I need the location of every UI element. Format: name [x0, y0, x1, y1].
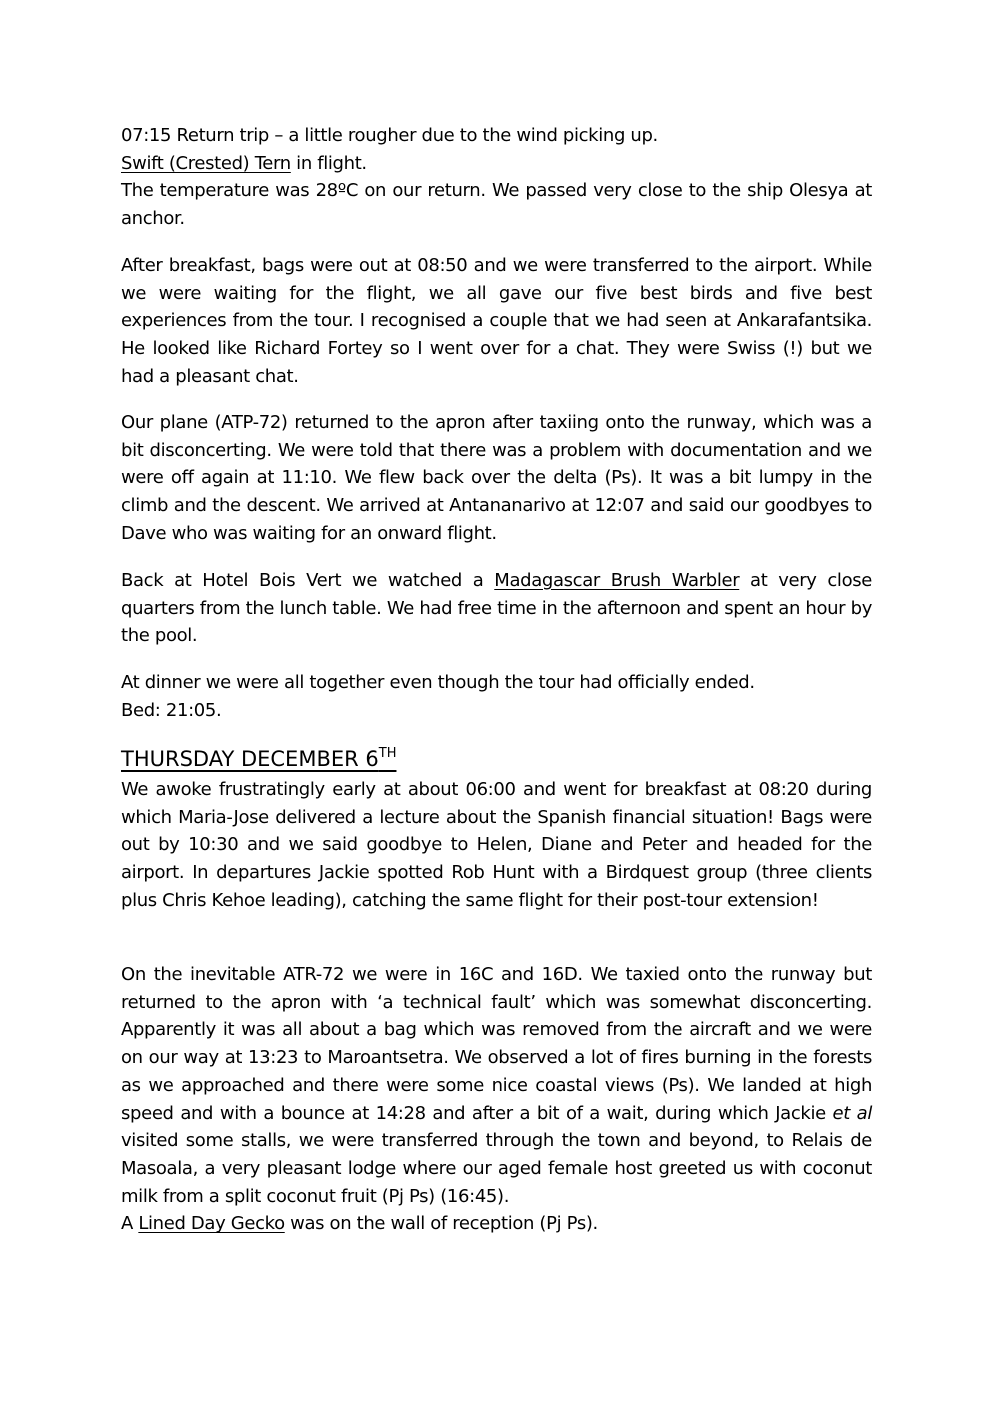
text-line — [121, 1210, 872, 1238]
text-line — [121, 150, 872, 178]
heading-text: THURSDAY DECEMBER 6 — [121, 747, 379, 771]
species-name: Lined Day Gecko — [138, 1213, 285, 1235]
paragraph-text: After breakfast, bags were out at 08:50 and we were transferred to the airport. While we were waiting for the flight, we all gave our five best birds and five best experiences from the tour. I recognised a couple that we had seen at Ankarafantsika. He looked like Richard Fortey so I went over for a chat. They were Swiss (!) but we had a pleasant chat. — [121, 255, 872, 387]
paragraph-dinner — [121, 669, 872, 724]
heading-ordinal: TH — [378, 746, 397, 761]
paragraph-thursday — [121, 776, 872, 915]
text-span: in flight. — [290, 152, 367, 174]
paragraph-text — [121, 961, 872, 1210]
text-span: On the inevitable ATR-72 we were in 16C and 16D. We taxied onto the runway but returned to the apron with ‘a technical fault’ which was somewhat disconcerting. Apparently it was all about a bag which was removed from the aircraft and we were on our way at 13:23 to Maroantsetra. We observed a lot of fires burning in the forests as we approached and there were some nice coastal views (Ps). We landed at high speed and with a bounce at 14:28 and after a bit of a wait, during which Jackie — [121, 964, 872, 1124]
italic-text: et al — [832, 1102, 873, 1124]
text-line: The temperature was 28ºC on our return. We passed very close to the ship Olesya at anchor. — [121, 180, 872, 230]
paragraph-text — [121, 567, 872, 650]
text-line: At dinner we were all together even though the tour had officially ended. — [121, 672, 755, 693]
paragraph-text: Our plane (ATP-72) returned to the apron after taxiing onto the runway, which was a bit disconcerting. We were told that there was a problem with documentation and we were off again at 11:10. We flew back over the delta (Ps). It was a bit lumpy in the climb and the descent. We arrived at Antananarivo at 12:07 and said our goodbyes to Dave who was waiting for an onward flight. — [121, 412, 872, 544]
species-name: Madagascar Brush Warbler — [494, 570, 740, 591]
species-name: Swift (Crested) Tern — [121, 152, 291, 174]
text-line: Bed: 21:05. — [121, 699, 222, 721]
paragraph-flight — [121, 961, 872, 1238]
paragraph-breakfast — [121, 252, 872, 391]
text-span: was on the wall of reception (Pj Ps). — [284, 1213, 598, 1235]
paragraph-hotel — [121, 567, 872, 650]
paragraph-plane — [121, 409, 872, 548]
text-span: visited some stalls, we were transferred through the town and beyond, to Relais de Masoala, a very pleasant lodge where our aged female host greeted us with coconut milk from a split coconut fruit (Pj Ps) (16:45). — [121, 1130, 872, 1207]
paragraph-text: We awoke frustratingly early at about 06:00 and went for breakfast at 08:20 during which Maria-Jose delivered a lecture about the Spanish financial situation! Bags were out by 10:30 and we said goodbye to Helen, Diane and Peter and headed for the airport. In departures Jackie spotted Rob Hunt with a Birdquest group (three clients plus Chris Kehoe leading), catching the same flight for their post-tour extension! — [121, 779, 872, 911]
text-line: 07:15 Return trip – a little rougher due to the wind picking up. — [121, 125, 658, 146]
day-heading — [121, 744, 396, 774]
paragraph-return-trip — [121, 122, 872, 233]
text-span: A — [121, 1213, 139, 1235]
text-span: at very close quarters from the lunch table. We had free time in the afternoon and spent an hour by the pool. — [121, 570, 872, 647]
text-span: Back at Hotel Bois Vert we watched a — [121, 570, 495, 591]
